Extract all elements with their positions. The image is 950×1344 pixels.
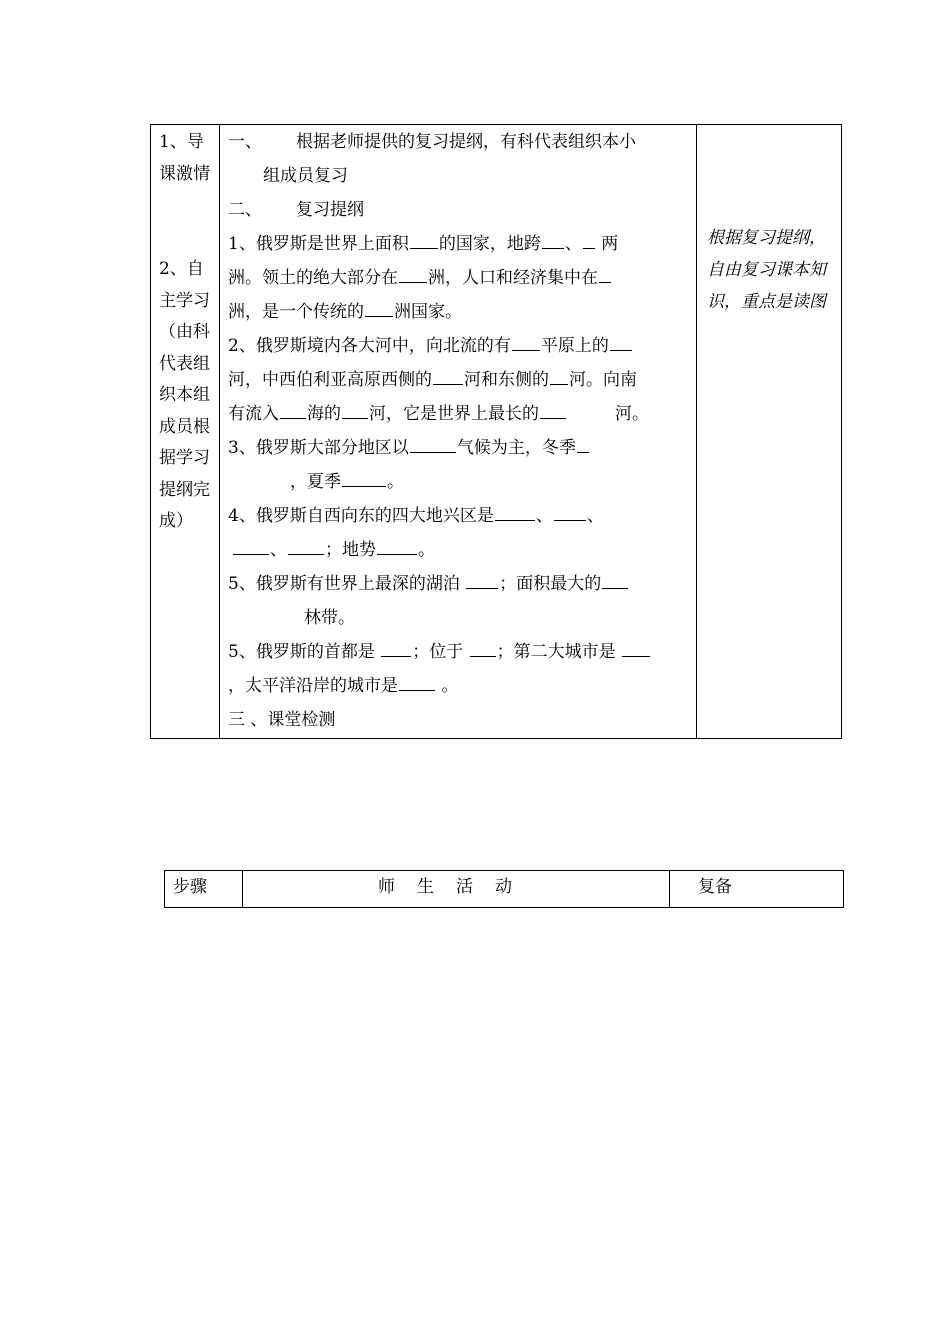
blank <box>577 434 589 453</box>
lesson-row <box>151 125 842 739</box>
blank <box>466 570 498 589</box>
blank <box>540 400 566 419</box>
step-1-label: 1、导课激情 <box>159 132 210 184</box>
question-5-line-1: 5、俄罗斯有世界上最深的湖泊 ；面积最大的 <box>228 567 686 601</box>
question-6-line-2: ，太平洋沿岸的城市是 。 <box>228 669 686 703</box>
header-steps: 步骤 <box>165 871 243 908</box>
steps-column <box>151 125 219 538</box>
blank <box>399 264 427 283</box>
blank <box>342 400 368 419</box>
blank <box>622 638 650 657</box>
step-2-label: 2、自主学习（由科代表组织本组成员根据学习提纲完成） <box>159 259 210 531</box>
blank <box>342 468 386 487</box>
section-1-text-cont: 组成员复习 <box>263 166 348 186</box>
header-activity <box>243 871 670 908</box>
blank <box>280 400 306 419</box>
blank <box>410 434 456 453</box>
question-2-line-2: 河，中西伯利亚高原西侧的 河和东侧的 河。向南 <box>228 363 686 397</box>
question-3-line-2: ，夏季 。 <box>228 465 686 499</box>
section-2-heading <box>228 193 686 227</box>
question-4-line-1: 4、俄罗斯自西向东的四大地兴区是 、 、 <box>228 499 686 533</box>
question-1-line-1: 1、俄罗斯是世界上面积 的国家，地跨 、 两 <box>228 227 686 261</box>
lesson-table <box>150 124 842 739</box>
question-4-line-2: 、 ；地势 。 <box>228 533 686 567</box>
header-activity-label: 师生活动 <box>378 877 534 897</box>
question-6-line-1: 5、俄罗斯的首都是 ；位于 ；第二大城市是 <box>228 635 686 669</box>
section-3-heading: 三 、课堂检测 <box>228 710 336 730</box>
activity-cell <box>220 125 697 739</box>
blank <box>599 264 611 283</box>
blank <box>470 638 496 657</box>
blank <box>554 502 586 521</box>
section-1-text: 根据老师提供的复习提纲，有科代表组织本小 <box>296 132 636 152</box>
header-review: 复备 <box>670 871 844 908</box>
blank <box>433 366 463 385</box>
steps-cell <box>151 125 220 739</box>
section-2-number: 二、 <box>228 200 262 220</box>
blank <box>583 230 595 249</box>
section-1-heading <box>228 125 686 159</box>
blank <box>610 332 632 351</box>
question-2-line-1: 2、俄罗斯境内各大河中，向北流的有 平原上的 <box>228 329 686 363</box>
question-1-line-2: 洲。领土的绝大部分在 洲，人口和经济集中在 <box>228 261 686 295</box>
review-note: 根据复习提纲，自由复习课本知识，重点是读图 <box>707 228 826 312</box>
blank <box>381 638 411 657</box>
blank <box>410 230 438 249</box>
blank <box>495 502 535 521</box>
blank <box>399 672 435 691</box>
question-1-line-3: 洲，是一个传统的 洲国家。 <box>228 295 686 329</box>
blank <box>288 536 324 555</box>
header-row <box>165 871 844 908</box>
blank <box>602 570 628 589</box>
blank <box>550 366 568 385</box>
section-1-number: 一、 <box>228 132 262 152</box>
blank <box>365 298 393 317</box>
question-5-line-2: 林带。 <box>304 608 355 628</box>
question-3-line-1: 3、俄罗斯大部分地区以 气候为主，冬季 <box>228 431 686 465</box>
activity-content <box>220 125 696 737</box>
blank <box>377 536 417 555</box>
blank <box>512 332 540 351</box>
section-2-text: 复习提纲 <box>296 200 364 220</box>
question-2-line-3: 有流入 海的 河，它是世界上最长的 河。 <box>228 397 686 431</box>
activity-header-table <box>164 870 844 908</box>
note-cell <box>697 125 842 739</box>
blank <box>542 230 564 249</box>
blank <box>233 536 269 555</box>
